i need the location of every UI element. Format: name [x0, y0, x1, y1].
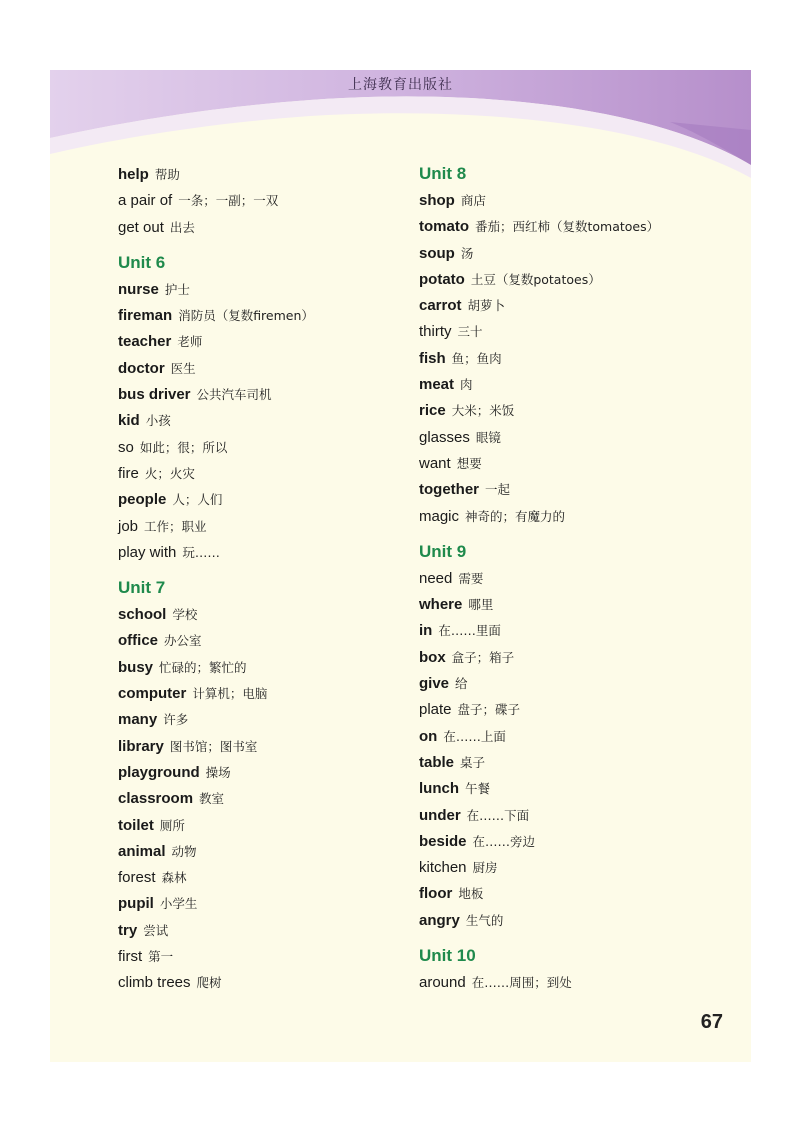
vocab-translation: 图书馆；图书室: [169, 738, 258, 754]
vocab-translation: 工作；职业: [144, 518, 207, 534]
vocab-translation: 公共汽车司机: [196, 387, 272, 403]
vocab-entry: [118, 358, 314, 384]
vocab-word: table: [419, 753, 455, 771]
vocab-word: around: [419, 974, 466, 992]
vocab-entry: [419, 831, 659, 857]
vocab-word: together: [419, 481, 479, 499]
vocab-entry: [118, 463, 314, 489]
vocab-entry: [118, 972, 314, 998]
vocab-translation: 哪里: [468, 597, 494, 613]
vocab-translation: 尝试: [143, 922, 169, 938]
vocab-word: library: [118, 737, 164, 755]
vocab-entry: [419, 883, 659, 909]
vocab-entry: [118, 190, 314, 216]
vocab-word: give: [419, 675, 450, 693]
vocab-word: floor: [419, 885, 453, 903]
vocab-translation: 盘子；碟子: [457, 702, 521, 718]
vocab-translation: 一起: [485, 482, 511, 498]
vocab-entry: [118, 305, 314, 331]
vocab-translation: 火；火灾: [144, 465, 195, 481]
vocab-entry: [419, 216, 659, 242]
vocab-word: school: [118, 606, 167, 624]
vocab-word: lunch: [419, 780, 459, 798]
vocab-translation: 医生: [170, 360, 196, 376]
vocab-translation: 帮助: [154, 167, 180, 182]
unit-heading: Unit 7: [118, 578, 166, 598]
vocab-translation: 一条；一副；一双: [178, 193, 279, 209]
vocab-entry: [118, 683, 314, 709]
vocab-entry: [419, 479, 659, 505]
vocab-entry: [118, 709, 314, 735]
vocab-entry: [419, 752, 659, 778]
vocab-entry: [419, 269, 659, 295]
vocab-word: thirty: [419, 323, 452, 341]
vocab-translation: 厕所: [159, 817, 185, 833]
vocab-word: a pair of: [118, 192, 173, 210]
vocab-translation: 地板: [458, 886, 484, 902]
vocab-translation: 许多: [163, 712, 189, 728]
vocab-word: on: [419, 727, 438, 745]
vocab-translation: 人；人们: [172, 492, 223, 508]
vocab-word: computer: [118, 685, 187, 703]
vocab-word: animal: [118, 842, 166, 860]
vocab-entry: [118, 542, 314, 568]
vocab-entry: [118, 516, 314, 542]
vocab-translation: 眼镜: [475, 429, 501, 445]
vocab-translation: 森林: [161, 870, 187, 886]
vocab-translation: 消防员（复数firemen）: [178, 308, 314, 324]
vocab-word: job: [118, 517, 139, 535]
vocab-translation: 学校: [172, 607, 198, 623]
vocab-word: nurse: [118, 280, 159, 298]
vocab-word: beside: [419, 832, 467, 850]
vocab-column-left: [118, 164, 314, 999]
vocab-translation: 护士: [164, 281, 190, 297]
vocab-translation: 在……下面: [466, 807, 530, 823]
vocab-word: doctor: [118, 359, 165, 377]
vocab-entry: [118, 736, 314, 762]
vocab-word: climb trees: [118, 974, 191, 992]
vocab-entry: [419, 453, 659, 479]
vocab-translation: 土豆（复数potatoes）: [470, 271, 601, 287]
vocab-word: so: [118, 438, 134, 456]
vocab-translation: 厨房: [472, 860, 498, 876]
vocab-translation: 三十: [457, 324, 483, 340]
vocab-word: carrot: [419, 297, 462, 315]
vocab-word: pupil: [118, 895, 154, 913]
vocab-translation: 如此；很；所以: [139, 439, 228, 455]
unit-heading: Unit 8: [419, 164, 467, 183]
vocab-entry: [118, 920, 314, 946]
vocab-entry: [419, 726, 659, 752]
vocab-translation: 老师: [177, 334, 203, 350]
vocab-entry: [419, 190, 659, 216]
vocab-word: try: [118, 921, 138, 939]
vocab-translation: 汤: [460, 245, 474, 261]
vocab-entry: [419, 594, 659, 620]
vocab-translation: 需要: [458, 570, 484, 586]
vocab-word: meat: [419, 376, 455, 394]
vocab-translation: 玩……: [182, 544, 220, 560]
vocab-word: fireman: [118, 307, 173, 325]
vocab-word: angry: [419, 911, 460, 929]
vocab-entry: [419, 506, 659, 532]
vocab-entry: [419, 778, 659, 804]
vocab-entry: [419, 427, 659, 453]
vocab-word: shop: [419, 192, 455, 209]
vocab-entry: [419, 321, 659, 347]
vocab-word: first: [118, 948, 143, 966]
vocab-entry: [118, 384, 314, 410]
vocab-entry: [118, 762, 314, 788]
vocab-word: need: [419, 569, 453, 587]
vocab-translation: 生气的: [465, 912, 504, 928]
vocab-translation: 番茄；西红柿（复数tomatoes）: [475, 219, 660, 235]
vocab-word: get out: [118, 218, 164, 236]
vocab-entry: [419, 857, 659, 883]
vocab-entry: [419, 295, 659, 321]
vocab-word: box: [419, 648, 446, 666]
vocab-translation: 动物: [171, 843, 197, 859]
vocab-entry: [118, 437, 314, 463]
vocab-entry: [118, 893, 314, 919]
vocab-entry: [419, 374, 659, 400]
vocab-translation: 小学生: [159, 896, 198, 912]
vocab-entry: [118, 279, 314, 305]
vocab-entry: [419, 699, 659, 725]
vocab-entry: [118, 604, 314, 630]
vocab-translation: 给: [455, 676, 468, 692]
vocab-word: potato: [419, 270, 465, 288]
vocab-entry: [118, 217, 314, 243]
vocab-word: help: [118, 166, 149, 183]
vocab-entry: [118, 164, 314, 190]
vocab-translation: 大米；米饭: [451, 403, 515, 419]
vocab-entry: [118, 841, 314, 867]
textbook-page: [50, 70, 751, 1062]
vocab-entry: [419, 647, 659, 673]
vocab-word: bus driver: [118, 386, 191, 404]
vocab-translation: 在……周围；到处: [471, 975, 572, 991]
vocab-translation: 在……上面: [443, 728, 506, 744]
vocab-translation: 在……里面: [438, 623, 501, 639]
vocab-word: kitchen: [419, 859, 467, 877]
vocab-word: forest: [118, 869, 156, 887]
vocab-word: people: [118, 491, 167, 509]
vocab-word: play with: [118, 543, 177, 561]
vocab-translation: 午餐: [465, 781, 491, 797]
vocab-entry: [419, 620, 659, 646]
vocab-translation: 胡萝卜: [467, 298, 506, 314]
vocab-entry: [419, 910, 659, 936]
unit-heading: Unit 6: [118, 252, 166, 272]
vocab-word: classroom: [118, 790, 194, 808]
vocab-translation: 桌子: [460, 754, 486, 770]
vocab-word: kid: [118, 412, 140, 430]
vocab-entry: [118, 788, 314, 814]
vocab-entry: [118, 410, 314, 436]
vocab-translation: 办公室: [164, 633, 202, 649]
vocab-translation: 小孩: [145, 413, 171, 429]
vocab-word: soup: [419, 244, 455, 262]
vocab-entry: [118, 657, 314, 683]
vocab-translation: 神奇的；有魔力的: [465, 508, 566, 524]
vocab-word: teacher: [118, 333, 172, 351]
vocab-word: fish: [419, 349, 446, 367]
vocab-word: many: [118, 711, 158, 729]
unit-heading: Unit 10: [419, 946, 476, 966]
vocab-translation: 出去: [169, 219, 195, 235]
vocab-word: fire: [118, 464, 139, 482]
vocab-entry: [419, 243, 659, 269]
vocab-word: tomato: [419, 218, 469, 236]
vocab-translation: 第一: [148, 949, 174, 965]
vocab-word: toilet: [118, 816, 154, 834]
vocab-column-right: [419, 164, 659, 998]
unit-heading: Unit 9: [419, 541, 467, 561]
vocab-entry: [419, 805, 659, 831]
vocab-translation: 盒子；箱子: [451, 649, 515, 665]
vocab-entry: [419, 568, 659, 594]
vocab-word: office: [118, 632, 159, 650]
vocab-translation: 肉: [460, 377, 473, 393]
vocab-word: playground: [118, 763, 200, 781]
vocab-word: in: [419, 622, 433, 640]
vocab-entry: [419, 673, 659, 699]
vocab-word: rice: [419, 402, 446, 420]
vocab-translation: 爬树: [196, 975, 222, 991]
vocab-entry: [419, 972, 659, 998]
vocab-entry: [118, 815, 314, 841]
vocab-entry: [118, 867, 314, 893]
vocab-translation: 教室: [199, 791, 225, 807]
vocab-translation: 鱼；鱼肉: [451, 350, 502, 366]
vocab-entry: [419, 400, 659, 426]
vocab-translation: 计算机；电脑: [192, 686, 268, 702]
vocab-entry: [118, 946, 314, 972]
vocab-entry: [118, 630, 314, 656]
vocab-word: plate: [419, 701, 452, 719]
vocab-entry: [118, 331, 314, 357]
vocab-entry: [118, 489, 314, 515]
vocab-word: busy: [118, 658, 154, 676]
vocab-translation: 操场: [205, 764, 231, 780]
vocab-word: where: [419, 596, 463, 614]
vocab-translation: 忙碌的；繁忙的: [159, 659, 247, 675]
publisher-name: 上海教育出版社: [348, 77, 453, 93]
vocab-word: glasses: [419, 428, 470, 446]
vocab-translation: 想要: [456, 455, 482, 471]
vocab-translation: 商店: [460, 193, 486, 208]
vocab-translation: 在……旁边: [472, 833, 536, 849]
vocab-entry: [419, 348, 659, 374]
vocab-word: want: [419, 454, 451, 472]
vocab-word: under: [419, 806, 461, 824]
page-number: 67: [700, 1011, 723, 1033]
vocab-word: magic: [419, 507, 460, 525]
